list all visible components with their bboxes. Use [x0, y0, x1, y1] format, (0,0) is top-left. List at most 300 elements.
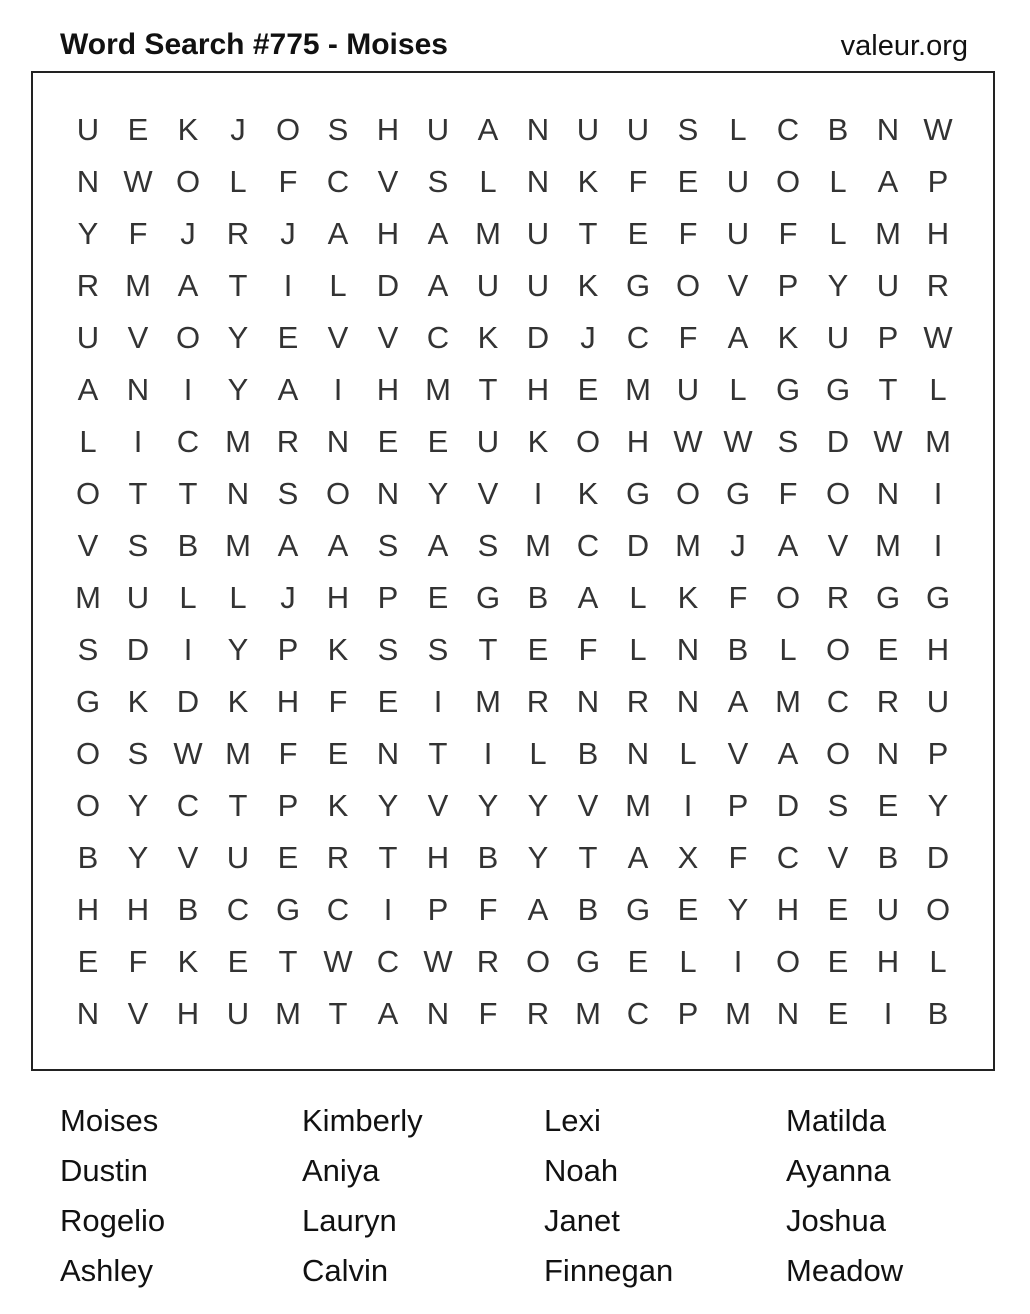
grid-letter: U	[476, 268, 500, 303]
grid-letter: L	[629, 580, 647, 615]
grid-letter: V	[477, 476, 499, 511]
grid-letter: U	[676, 372, 700, 407]
grid-letter: U	[426, 112, 450, 147]
grid-letter: L	[479, 164, 497, 199]
grid-letter: S	[327, 112, 349, 147]
grid-letter: U	[876, 892, 900, 927]
puzzle-title: Word Search #775 - Moises	[60, 28, 448, 61]
grid-letter: L	[529, 736, 547, 771]
grid-letter: F	[128, 216, 148, 251]
grid-letter: A	[777, 528, 799, 563]
word-list-item: Meadow	[786, 1253, 904, 1288]
grid-letter: E	[627, 944, 649, 979]
grid-letter: T	[478, 372, 498, 407]
grid-letter: O	[325, 476, 351, 511]
grid-letter: N	[426, 996, 450, 1031]
word-list-item: Dustin	[60, 1153, 148, 1188]
grid-letter: W	[923, 320, 953, 355]
grid-letter: U	[726, 164, 750, 199]
grid-letter: Y	[927, 788, 949, 823]
grid-letter: E	[877, 788, 899, 823]
grid-letter: M	[625, 788, 651, 823]
grid-letter: E	[377, 684, 399, 719]
grid-letter: W	[673, 424, 703, 459]
grid-letter: A	[327, 216, 349, 251]
grid-letter: H	[626, 424, 650, 459]
grid-letter: B	[477, 840, 499, 875]
grid-letter: U	[76, 112, 100, 147]
grid-letter: T	[378, 840, 398, 875]
grid-letter: G	[725, 476, 751, 511]
grid-letter: I	[733, 944, 743, 979]
grid-letter: A	[877, 164, 899, 199]
grid-letter: P	[927, 164, 949, 199]
grid-letter: F	[128, 944, 148, 979]
grid-letter: V	[327, 320, 349, 355]
grid-letter: S	[277, 476, 299, 511]
grid-letter: S	[377, 528, 399, 563]
grid-letter: P	[427, 892, 449, 927]
grid-letter: R	[226, 216, 250, 251]
grid-letter: D	[626, 528, 650, 563]
site-name: valeur.org	[840, 30, 968, 62]
grid-letter: J	[230, 112, 246, 147]
grid-letter: W	[173, 736, 203, 771]
grid-letter: C	[576, 528, 600, 563]
grid-letter: R	[876, 684, 900, 719]
grid-letter: M	[225, 736, 251, 771]
grid-letter: K	[577, 476, 599, 511]
grid-letter: E	[827, 892, 849, 927]
grid-letter: U	[526, 268, 550, 303]
grid-letter: F	[328, 684, 348, 719]
grid-letter: T	[228, 788, 248, 823]
grid-letter: B	[827, 112, 849, 147]
grid-letter: M	[225, 424, 251, 459]
grid-letter: G	[475, 580, 501, 615]
grid-letter: S	[127, 736, 149, 771]
grid-letter: R	[276, 424, 300, 459]
grid-letter: M	[225, 528, 251, 563]
grid-letter: O	[75, 736, 101, 771]
grid-letter: O	[75, 476, 101, 511]
grid-letter: W	[323, 944, 353, 979]
grid-letter: Y	[77, 216, 99, 251]
grid-letter: D	[826, 424, 850, 459]
grid-letter: M	[875, 216, 901, 251]
grid-letter: O	[175, 164, 201, 199]
grid-letter: A	[327, 528, 349, 563]
grid-letter: A	[177, 268, 199, 303]
grid-letter: P	[777, 268, 799, 303]
grid-letter: I	[133, 424, 143, 459]
grid-letter: M	[275, 996, 301, 1031]
grid-letter: H	[776, 892, 800, 927]
grid-letter: G	[575, 944, 601, 979]
grid-letter: P	[677, 996, 699, 1031]
grid-letter: T	[278, 944, 298, 979]
grid-letter: N	[376, 736, 400, 771]
grid-letter: H	[176, 996, 200, 1031]
grid-letter: F	[578, 632, 598, 667]
grid-letter: Y	[127, 788, 149, 823]
grid-letter: F	[778, 476, 798, 511]
grid-letter: K	[677, 580, 699, 615]
grid-letter: B	[527, 580, 549, 615]
grid-letter: N	[376, 476, 400, 511]
grid-letter: M	[775, 684, 801, 719]
grid-letter: H	[876, 944, 900, 979]
grid-letter: Y	[827, 268, 849, 303]
grid-letter: P	[277, 788, 299, 823]
grid-letter: E	[827, 944, 849, 979]
grid-letter: E	[77, 944, 99, 979]
grid-letter: G	[625, 268, 651, 303]
grid-letter: Y	[527, 840, 549, 875]
grid-letter: D	[926, 840, 950, 875]
grid-letter: B	[177, 528, 199, 563]
word-list-item: Calvin	[302, 1253, 389, 1288]
word-list-item: Janet	[544, 1203, 620, 1238]
grid-letter: G	[825, 372, 851, 407]
grid-letter: S	[377, 632, 399, 667]
grid-letter: S	[677, 112, 699, 147]
grid-letter: K	[327, 632, 349, 667]
word-list-item: Aniya	[302, 1153, 380, 1188]
grid-letter: U	[476, 424, 500, 459]
grid-letter: F	[728, 580, 748, 615]
grid-letter: C	[776, 112, 800, 147]
grid-letter: N	[876, 476, 900, 511]
grid-letter: V	[827, 840, 849, 875]
grid-letter: F	[678, 320, 698, 355]
grid-letter: P	[877, 320, 899, 355]
letter-grid	[63, 104, 963, 1040]
grid-letter: B	[77, 840, 99, 875]
grid-letter: P	[277, 632, 299, 667]
grid-letter: T	[328, 996, 348, 1031]
grid-letter: F	[628, 164, 648, 199]
grid-letter: R	[526, 684, 550, 719]
grid-letter: N	[526, 112, 550, 147]
grid-letter: L	[329, 268, 347, 303]
grid-letter: Y	[127, 840, 149, 875]
grid-letter: G	[925, 580, 951, 615]
grid-letter: N	[526, 164, 550, 199]
grid-letter: F	[728, 840, 748, 875]
grid-letter: E	[227, 944, 249, 979]
grid-letter: C	[626, 996, 650, 1031]
grid-letter: O	[75, 788, 101, 823]
grid-letter: V	[577, 788, 599, 823]
grid-letter: W	[123, 164, 153, 199]
grid-letter: O	[825, 632, 851, 667]
grid-letter: Y	[377, 788, 399, 823]
grid-letter: R	[826, 580, 850, 615]
grid-letter: E	[677, 164, 699, 199]
grid-letter: A	[577, 580, 599, 615]
grid-letter: H	[326, 580, 350, 615]
grid-letter: O	[175, 320, 201, 355]
grid-letter: E	[427, 424, 449, 459]
grid-letter: D	[776, 788, 800, 823]
grid-letter: A	[477, 112, 499, 147]
grid-letter: E	[377, 424, 399, 459]
grid-letter: S	[427, 632, 449, 667]
grid-letter: W	[423, 944, 453, 979]
grid-letter: L	[79, 424, 97, 459]
grid-letter: M	[675, 528, 701, 563]
grid-letter: T	[228, 268, 248, 303]
grid-letter: V	[127, 320, 149, 355]
grid-letter: T	[878, 372, 898, 407]
grid-letter: T	[128, 476, 148, 511]
grid-letter: L	[229, 580, 247, 615]
grid-letter: V	[377, 164, 399, 199]
word-list-item: Lauryn	[302, 1203, 397, 1238]
grid-letter: G	[625, 476, 651, 511]
grid-letter: E	[277, 840, 299, 875]
grid-letter: N	[876, 112, 900, 147]
grid-letter: R	[926, 268, 950, 303]
grid-letter: A	[277, 528, 299, 563]
grid-letter: E	[527, 632, 549, 667]
grid-letter: A	[777, 736, 799, 771]
grid-letter: B	[877, 840, 899, 875]
grid-letter: C	[826, 684, 850, 719]
grid-letter: I	[483, 736, 493, 771]
grid-letter: N	[676, 684, 700, 719]
grid-letter: A	[377, 996, 399, 1031]
grid-letter: I	[183, 372, 193, 407]
grid-letter: U	[526, 216, 550, 251]
grid-letter: R	[326, 840, 350, 875]
word-list	[60, 1096, 1028, 1296]
grid-letter: L	[829, 216, 847, 251]
grid-letter: K	[577, 268, 599, 303]
grid-letter: A	[727, 684, 749, 719]
grid-letter: T	[428, 736, 448, 771]
grid-letter: H	[276, 684, 300, 719]
grid-letter: K	[577, 164, 599, 199]
grid-letter: Y	[227, 632, 249, 667]
grid-letter: V	[127, 996, 149, 1031]
grid-letter: A	[277, 372, 299, 407]
grid-letter: C	[176, 788, 200, 823]
grid-letter: V	[727, 736, 749, 771]
grid-letter: E	[427, 580, 449, 615]
grid-letter: B	[577, 736, 599, 771]
grid-letter: A	[77, 372, 99, 407]
grid-letter: R	[76, 268, 100, 303]
word-list-item: Noah	[544, 1153, 619, 1188]
grid-letter: H	[926, 632, 950, 667]
grid-letter: S	[477, 528, 499, 563]
grid-letter: U	[876, 268, 900, 303]
grid-letter: D	[376, 268, 400, 303]
grid-letter: R	[526, 996, 550, 1031]
grid-letter: G	[875, 580, 901, 615]
grid-letter: M	[125, 268, 151, 303]
grid-letter: G	[275, 892, 301, 927]
grid-letter: F	[278, 736, 298, 771]
grid-letter: C	[626, 320, 650, 355]
grid-letter: T	[178, 476, 198, 511]
grid-letter: L	[929, 944, 947, 979]
grid-letter: O	[925, 892, 951, 927]
grid-letter: U	[226, 840, 250, 875]
grid-letter: Y	[427, 476, 449, 511]
grid-letter: U	[226, 996, 250, 1031]
grid-letter: E	[627, 216, 649, 251]
grid-letter: C	[776, 840, 800, 875]
grid-letter: V	[427, 788, 449, 823]
grid-letter: V	[177, 840, 199, 875]
grid-letter: C	[326, 892, 350, 927]
grid-letter: F	[678, 216, 698, 251]
grid-letter: I	[683, 788, 693, 823]
grid-letter: C	[426, 320, 450, 355]
grid-letter: Y	[227, 320, 249, 355]
grid-letter: L	[229, 164, 247, 199]
grid-letter: K	[327, 788, 349, 823]
grid-letter: V	[827, 528, 849, 563]
grid-letter: V	[727, 268, 749, 303]
grid-letter: P	[927, 736, 949, 771]
grid-letter: U	[76, 320, 100, 355]
word-list-item: Joshua	[786, 1203, 886, 1238]
grid-letter: L	[729, 372, 747, 407]
grid-letter: A	[727, 320, 749, 355]
grid-letter: L	[679, 944, 697, 979]
word-list-item: Kimberly	[302, 1103, 423, 1138]
grid-letter: G	[775, 372, 801, 407]
grid-letter: Y	[527, 788, 549, 823]
grid-letter: K	[477, 320, 499, 355]
grid-letter: Y	[227, 372, 249, 407]
grid-letter: B	[727, 632, 749, 667]
grid-letter: O	[775, 580, 801, 615]
grid-letter: K	[527, 424, 549, 459]
grid-letter: M	[75, 580, 101, 615]
grid-letter: E	[327, 736, 349, 771]
grid-letter: H	[426, 840, 450, 875]
grid-letter: K	[177, 112, 199, 147]
grid-letter: F	[478, 892, 498, 927]
word-list-item: Moises	[60, 1103, 159, 1138]
grid-letter: M	[875, 528, 901, 563]
grid-letter: H	[126, 892, 150, 927]
grid-letter: I	[283, 268, 293, 303]
grid-letter: I	[333, 372, 343, 407]
grid-letter: G	[75, 684, 101, 719]
grid-letter: F	[778, 216, 798, 251]
grid-letter: R	[476, 944, 500, 979]
grid-letter: S	[427, 164, 449, 199]
grid-letter: C	[226, 892, 250, 927]
grid-letter: L	[179, 580, 197, 615]
grid-letter: W	[873, 424, 903, 459]
grid-letter: E	[577, 372, 599, 407]
grid-letter: O	[525, 944, 551, 979]
grid-letter: V	[77, 528, 99, 563]
grid-letter: C	[176, 424, 200, 459]
grid-letter: I	[383, 892, 393, 927]
grid-letter: O	[575, 424, 601, 459]
grid-letter: L	[829, 164, 847, 199]
grid-letter: K	[777, 320, 799, 355]
grid-letter: N	[226, 476, 250, 511]
grid-letter: E	[877, 632, 899, 667]
grid-letter: M	[475, 216, 501, 251]
grid-letter: I	[883, 996, 893, 1031]
grid-letter: O	[775, 944, 801, 979]
grid-letter: B	[577, 892, 599, 927]
grid-letter: A	[627, 840, 649, 875]
grid-letter: O	[675, 268, 701, 303]
word-list-item: Rogelio	[60, 1203, 166, 1238]
grid-letter: P	[727, 788, 749, 823]
grid-letter: L	[629, 632, 647, 667]
word-list-item: Ayanna	[786, 1153, 891, 1188]
grid-letter: U	[926, 684, 950, 719]
word-list-item: Matilda	[786, 1103, 886, 1138]
grid-letter: P	[377, 580, 399, 615]
grid-letter: R	[626, 684, 650, 719]
grid-letter: H	[376, 216, 400, 251]
grid-letter: S	[827, 788, 849, 823]
grid-letter: N	[676, 632, 700, 667]
grid-letter: T	[578, 216, 598, 251]
grid-letter: U	[626, 112, 650, 147]
grid-letter: L	[929, 372, 947, 407]
grid-letter: O	[675, 476, 701, 511]
grid-letter: N	[776, 996, 800, 1031]
grid-letter: B	[177, 892, 199, 927]
grid-letter: I	[933, 528, 943, 563]
grid-letter: E	[827, 996, 849, 1031]
grid-letter: N	[76, 996, 100, 1031]
grid-letter: M	[525, 528, 551, 563]
grid-letter: A	[427, 268, 449, 303]
grid-letter: H	[376, 372, 400, 407]
grid-letter: D	[526, 320, 550, 355]
grid-letter: A	[427, 216, 449, 251]
grid-letter: G	[625, 892, 651, 927]
grid-letter: V	[377, 320, 399, 355]
grid-letter: O	[825, 476, 851, 511]
grid-letter: J	[280, 580, 296, 615]
grid-letter: E	[677, 892, 699, 927]
grid-letter: H	[926, 216, 950, 251]
grid-letter: K	[227, 684, 249, 719]
grid-letter: L	[779, 632, 797, 667]
grid-letter: I	[433, 684, 443, 719]
grid-letter: M	[475, 684, 501, 719]
grid-letter: T	[578, 840, 598, 875]
grid-letter: J	[730, 528, 746, 563]
grid-letter: D	[176, 684, 200, 719]
grid-letter: L	[729, 112, 747, 147]
grid-letter: B	[927, 996, 949, 1031]
grid-letter: L	[679, 736, 697, 771]
grid-letter: Y	[477, 788, 499, 823]
grid-letter: U	[576, 112, 600, 147]
grid-letter: S	[127, 528, 149, 563]
grid-letter: N	[126, 372, 150, 407]
grid-letter: E	[127, 112, 149, 147]
grid-letter: N	[76, 164, 100, 199]
